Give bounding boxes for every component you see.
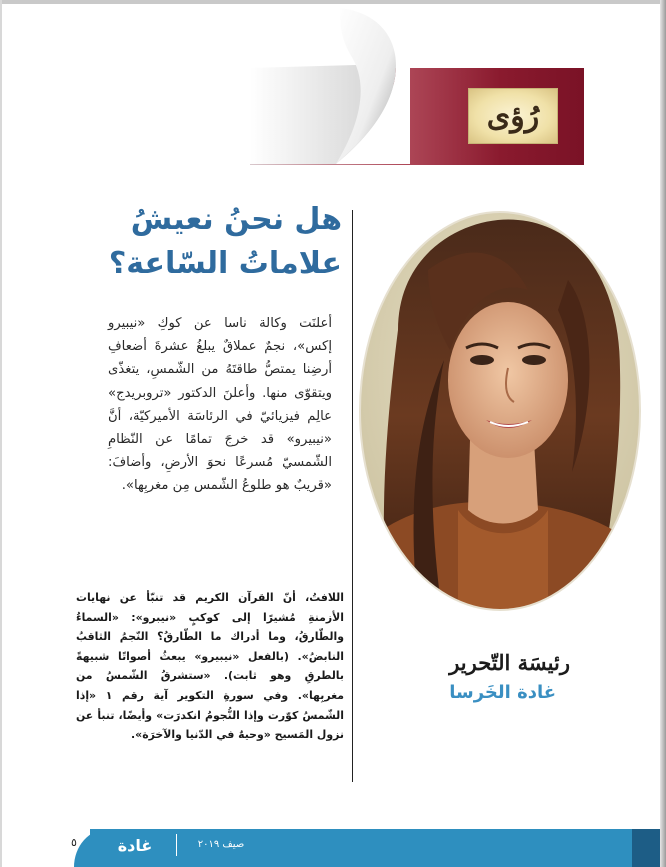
- article-title-line1: هل نحنُ نعيشُ: [130, 202, 342, 237]
- page-curl-graphic: [240, 4, 410, 174]
- editor-portrait: [358, 210, 642, 612]
- article-title-line2: علاماتُ السّاعة؟: [108, 246, 342, 281]
- footer-issue: صيف ٢٠١٩: [197, 839, 245, 850]
- article-paragraph-1: أعلنَت وكالة ناسا عن كوكِ «نيبيرو إكس»، نجمٌ عملاقٌ يبلغُ عشرةَ أضعافِ أرضِنا يمتصُّ طاقتَهُ من الشّمسِ، يتغذّى ويتقوّى منها. وأعلنَ الدكتور «تروبريدج» عالِم فيزيائيّ في الرئاسَة الأميركيّة، أنَّ «نيبيرو» قد خرجَ تمامًا عن النّظامِ الشّمسيّ مُسرعًا نحوَ الأرضِ، وأضافَ: «قريبٌ هو طلوعُ الشّمس مِن مغربِها».: [108, 316, 332, 494]
- footer-brand-logo: غادة: [117, 836, 153, 855]
- section-label: رُؤى: [468, 88, 558, 144]
- page-left-edge: [0, 0, 2, 867]
- footer-accent: [632, 829, 660, 867]
- page-number: ٥: [71, 836, 77, 849]
- editor-role: رئيسَة التّحرير: [449, 650, 570, 675]
- footer-bar: [90, 829, 656, 867]
- column-divider: [352, 210, 353, 782]
- article-paragraph-2: اللافتُ، أنّ القرآن الكريم قد تنبّأ عن نهايات الأزمنةِ مُشيرًا إلى كوكبٍ «نيبرو»: «السماءُ والطّارقُ، وما أدراك ما الطّارقُ؟ النّجمُ الثاقبُ النابضُ». (بالفعل «نيبيرو» يبعثُ أصواتًا شبيهةً بالطرقِ وهو ثابت). «ستشرقُ الشّمسُ من مغربِها». وفي سورةِ التكوير آية رقم ١ «إذا الشّمسُ كوّرت وإذا النُّجومُ انكدرَت» وأيضًا، تنبأ عن نزول المَسيح «وحيهٌ في الدّنيا والآخرَة».: [76, 591, 344, 742]
- editor-name: غادة الخَرسا: [449, 682, 556, 703]
- page-right-edge: [660, 0, 666, 867]
- footer-separator: [176, 834, 177, 856]
